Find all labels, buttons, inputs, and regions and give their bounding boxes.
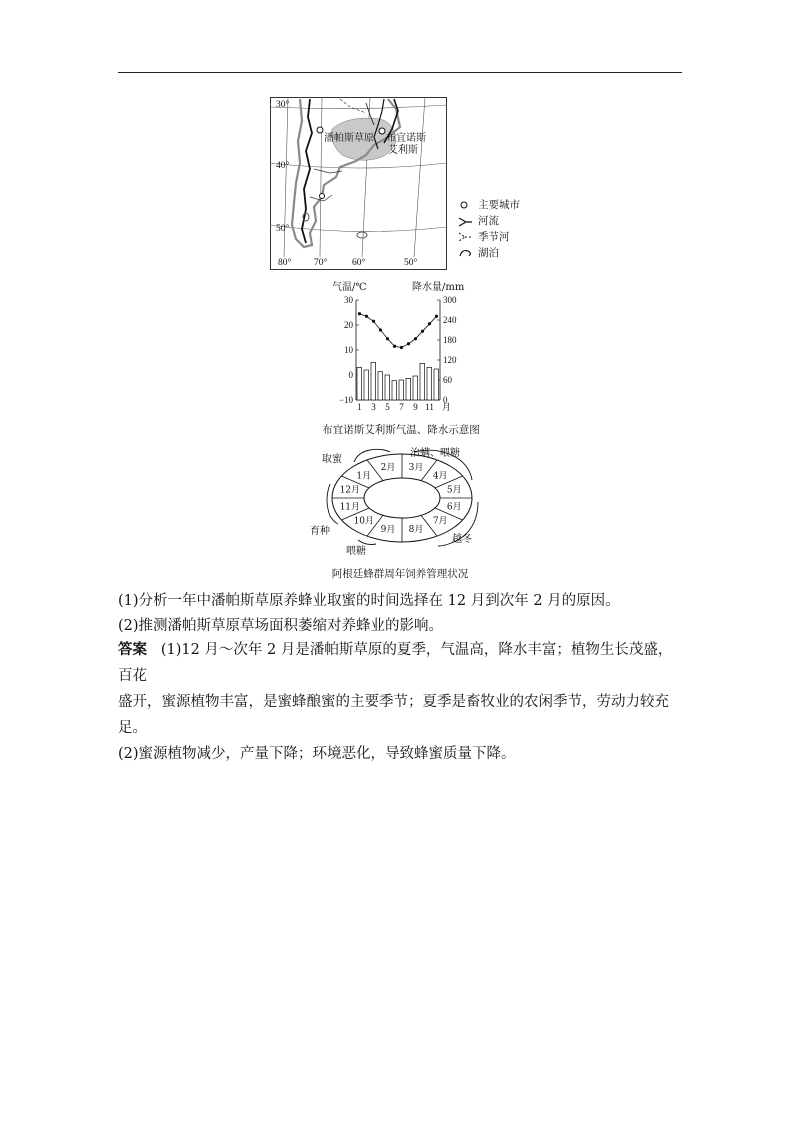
temperature-point — [365, 315, 368, 318]
precip-bar — [378, 372, 383, 400]
month-cell: 10月 — [353, 516, 375, 527]
precip-bar — [420, 363, 425, 400]
precip-bar — [434, 369, 439, 400]
right-tick-label: 240 — [443, 315, 457, 325]
legend-label: 河流 — [478, 215, 499, 227]
legend-item — [458, 213, 520, 229]
pampas-map — [270, 97, 447, 270]
temperature-point — [407, 342, 410, 345]
legend-label: 主要城市 — [478, 199, 520, 211]
lat-label: 30° — [276, 100, 290, 110]
left-tick-label: 0 — [348, 370, 353, 380]
legend-label: 湖泊 — [478, 247, 499, 259]
lat-label: 50° — [276, 224, 290, 234]
precip-bar — [357, 367, 362, 400]
temperature-point — [421, 330, 424, 333]
x-tick-label: 11 — [425, 402, 434, 412]
question-2: (2)推测潘帕斯草原草场面积萎缩对养蜂业的影响。 — [118, 618, 444, 634]
right-axis-label: 降水量/mm — [412, 282, 465, 293]
month-cell: 8月 — [408, 524, 424, 535]
temperature-point — [435, 315, 438, 318]
lat-label: 40° — [276, 161, 290, 171]
legend-item — [458, 197, 520, 213]
answer-line-1: 答案 (1)12 月～次年 2 月是潘帕斯草原的夏季，气温高，降水丰富；植物生长茂盛，百花 — [118, 641, 673, 684]
x-tick-label: 5 — [385, 402, 390, 412]
temperature-point — [386, 337, 389, 340]
temperature-line — [360, 314, 437, 348]
top-rule — [118, 72, 682, 73]
temperature-point — [372, 320, 375, 323]
lake-icon — [458, 246, 474, 260]
right-tick-label: 0 — [443, 395, 448, 405]
lon-label: 50° — [404, 258, 418, 268]
temperature-point — [400, 346, 403, 349]
month-cell: 9月 — [380, 524, 396, 535]
answer-line-2: 盛开，蜜源植物丰富，是蜜蜂酿蜜的主要季节；夏季是畜牧业的农闲季节，劳动力较充足。 — [118, 694, 669, 736]
right-tick-label: 120 — [443, 355, 457, 365]
x-tick-label: 7 — [399, 402, 404, 412]
question-1: (1)分析一年中潘帕斯草原养蜂业取蜜的时间选择在 12 月到次年 2 月的原因。 — [118, 593, 620, 609]
lon-label: 80° — [278, 258, 292, 268]
climate-chart — [328, 280, 478, 420]
city-label: 布宜诺斯 — [386, 133, 426, 144]
city-icon — [458, 198, 474, 212]
precip-bar — [392, 381, 397, 400]
right-tick-label: 300 — [443, 295, 457, 305]
x-axis-label: 月 — [442, 403, 452, 413]
x-tick-label: 1 — [357, 402, 362, 412]
precip-bar — [413, 376, 418, 400]
x-tick-label: 9 — [413, 402, 418, 412]
legend-label: 季节河 — [478, 231, 510, 243]
precip-bar — [385, 375, 390, 400]
x-tick-label: 3 — [371, 402, 376, 412]
left-tick-label: −10 — [338, 395, 353, 405]
ring-caption: 阿根廷蜂群周年饲养管理状况 — [331, 568, 469, 580]
precip-bar — [364, 370, 369, 400]
right-tick-label: 60 — [443, 375, 452, 385]
breed-label: 育种 — [310, 526, 330, 537]
left-tick-label: 20 — [344, 320, 353, 330]
temperature-point — [358, 312, 361, 315]
month-cell: 7月 — [432, 516, 448, 527]
temperature-point — [428, 322, 431, 325]
precip-bar — [427, 367, 432, 400]
month-cell: 1月 — [356, 471, 372, 482]
month-cell: 11月 — [339, 502, 361, 513]
seasonal-river-icon — [458, 230, 474, 244]
answer-block — [118, 637, 682, 767]
harvest-label: 取蜜 — [322, 454, 342, 465]
lon-label: 70° — [314, 258, 328, 268]
left-tick-label: 10 — [344, 345, 353, 355]
month-cell: 2月 — [380, 463, 396, 474]
mite-feed-label: 治螨、喂糖 — [410, 448, 460, 459]
left-tick-label: 30 — [344, 295, 353, 305]
legend-item — [458, 245, 520, 261]
right-tick-label: 180 — [443, 335, 457, 345]
lon-label: 60° — [352, 258, 366, 268]
temperature-point — [414, 337, 417, 340]
pampas-label: 潘帕斯草原 — [324, 133, 374, 144]
climate-caption: 布宜诺斯艾利斯气温、降水示意图 — [322, 424, 480, 436]
precip-bar — [371, 362, 376, 400]
precip-bar — [406, 378, 411, 400]
left-axis-label: 气温/℃ — [332, 282, 367, 293]
month-cell: 6月 — [446, 502, 462, 513]
month-cell: 4月 — [432, 471, 448, 482]
answer-line-3: (2)蜜源植物减少，产量下降；环境恶化，导致蜂蜜质量下降。 — [118, 746, 516, 762]
month-cell: 12月 — [339, 485, 361, 496]
precip-bar — [399, 380, 404, 400]
month-cell: 5月 — [446, 485, 462, 496]
beekeeping-cycle-diagram — [310, 440, 490, 570]
answer-label: 答案 — [118, 641, 147, 658]
month-cell: 3月 — [408, 463, 424, 474]
map-legend — [458, 197, 520, 261]
temperature-point — [393, 345, 396, 348]
river-icon — [458, 214, 474, 228]
feed-label: 喂糖 — [346, 546, 366, 557]
city-label: 艾利斯 — [388, 145, 418, 156]
overwinter-label: 越冬 — [452, 534, 472, 545]
legend-item — [458, 229, 520, 245]
temperature-point — [379, 328, 382, 331]
